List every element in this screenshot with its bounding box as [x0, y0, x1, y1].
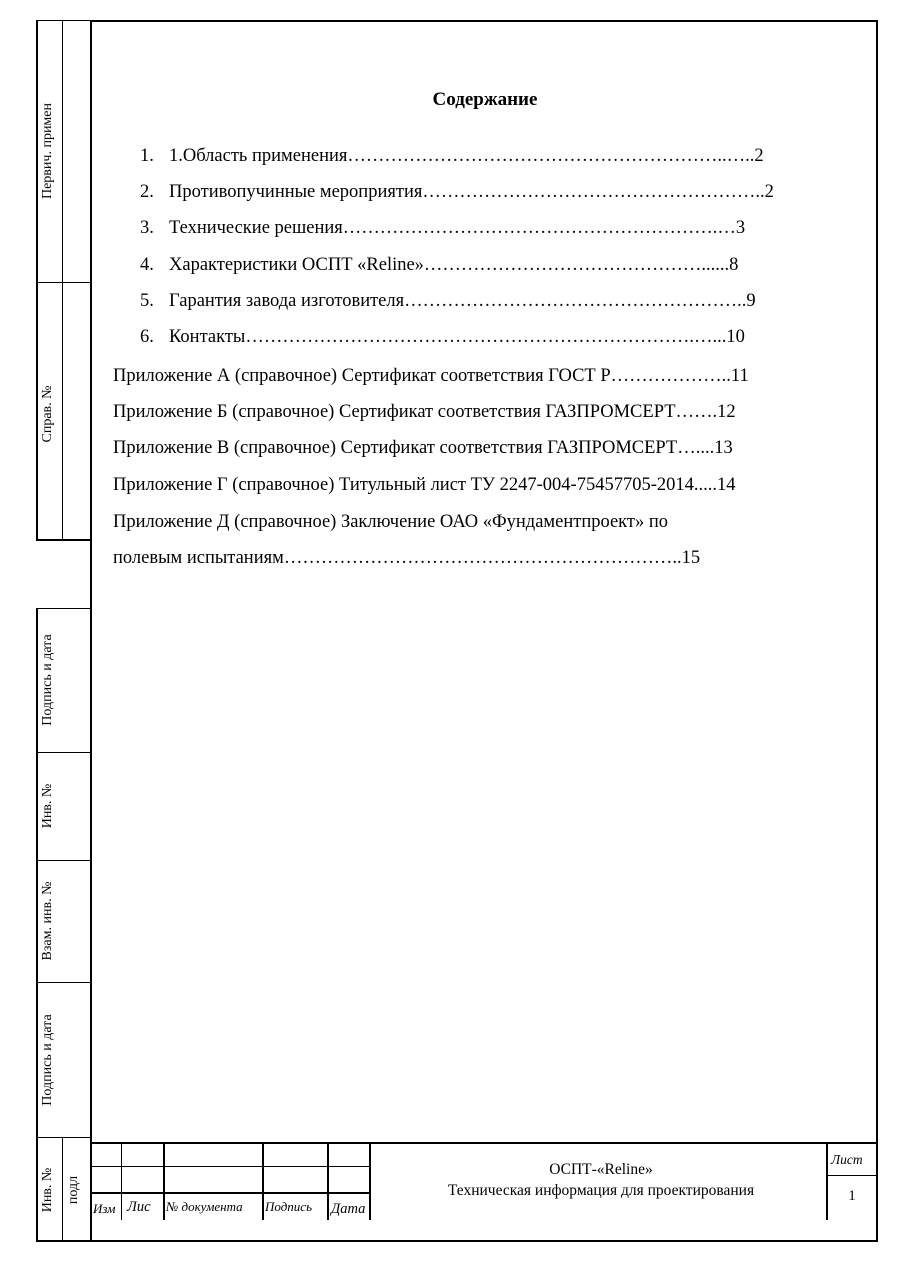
stamp-data-label: Дата — [331, 1201, 366, 1217]
label-inv-no: Инв. № — [40, 783, 55, 829]
toc-item-text: Технические решения…………………………………………………….…3 — [169, 218, 746, 238]
side-low-div4 — [36, 1137, 92, 1138]
stamp-sheet-label: Лист — [831, 1152, 863, 1167]
toc-appendix: полевым испытаниям………………………………………………………..15 — [113, 548, 701, 568]
side-top-bottom — [36, 539, 92, 541]
toc-item — [140, 181, 774, 203]
side-top-vline-mid — [62, 20, 63, 540]
toc-appendix: Приложение Б (справочное) Сертификат соответствия ГАЗПРОМСЕРТ…….12 — [113, 402, 736, 422]
label-vzam-inv-no: Взам. инв. № — [40, 881, 55, 961]
label-inv-no-podl-2: подл — [66, 1175, 81, 1205]
label-inv-no-podl-1: Инв. № — [40, 1167, 55, 1213]
toc-appendix: Приложение Д (справочное) Заключение ОАО «Фундаментпроект» по — [113, 512, 669, 532]
page-title: Содержание — [432, 89, 538, 110]
toc-item-number: 5. — [140, 291, 154, 311]
toc-item — [140, 326, 745, 348]
toc-item-number: 1. — [140, 146, 154, 166]
toc-item-number: 3. — [140, 218, 154, 238]
toc-item — [140, 217, 745, 239]
label-podpis-data-2: Подпись и дата — [40, 1014, 55, 1106]
stamp-lis-label: Лис — [127, 1199, 151, 1215]
side-top-hline — [36, 20, 92, 21]
stamp-podpis-label: Подпись — [265, 1199, 312, 1214]
stamp-col-3 — [262, 1142, 264, 1220]
toc-appendix: Приложение Г (справочное) Титульный лист ТУ 2247-004-75457705-2014.....14 — [113, 475, 736, 495]
toc-item — [140, 145, 764, 167]
toc-item-number: 4. — [140, 255, 154, 275]
toc-item-text: Контакты……………………………………………………………….…...10 — [169, 327, 745, 347]
toc-appendix: Приложение А (справочное) Сертификат соответствия ГОСТ Р………………..11 — [113, 366, 749, 386]
toc-item — [140, 290, 756, 312]
stamp-sheet-col — [826, 1142, 828, 1220]
stamp-doc-no-label: № документа — [166, 1199, 243, 1214]
label-podpis-data-1: Подпись и дата — [40, 634, 55, 726]
label-sprav-no: Справ. № — [40, 385, 55, 443]
frame-bottom-border — [36, 1240, 878, 1242]
frame-top-border — [90, 20, 878, 22]
frame-right-border — [876, 20, 878, 1242]
toc-appendix: Приложение В (справочное) Сертификат соответствия ГАЗПРОМСЕРТ…....13 — [113, 438, 733, 458]
stamp-top-line — [90, 1142, 878, 1144]
side-top-vline-outer — [36, 20, 38, 540]
toc-item-text: Гарантия завода изготовителя………………………………………………..9 — [169, 291, 756, 311]
stamp-doc-title-1: ОСПТ-«Reline» — [549, 1161, 653, 1178]
toc-item-text: 1.Область применения……………………………………………………..…..2 — [169, 146, 764, 166]
stamp-col-5 — [369, 1142, 371, 1220]
stamp-col-2 — [163, 1142, 165, 1220]
stamp-sheet-number: 1 — [848, 1188, 856, 1204]
side-low-top — [36, 608, 92, 609]
toc-item-number: 2. — [140, 182, 154, 202]
side-low-div3 — [36, 982, 92, 983]
toc-item-text: Противопучинные мероприятия………………………………………………..2 — [169, 182, 774, 202]
stamp-col-4 — [327, 1142, 329, 1220]
side-top-divider — [36, 282, 92, 283]
label-perv-primen: Первич. примен — [40, 102, 55, 200]
toc-item-number: 6. — [140, 327, 154, 347]
stamp-izm-label: Изм — [93, 1201, 116, 1216]
frame-left-border — [90, 20, 92, 1242]
stamp-sheet-row — [826, 1175, 878, 1176]
stamp-col-1 — [121, 1142, 122, 1220]
toc-item-text: Характеристики ОСПТ «Reline»………………………………………......8 — [169, 255, 739, 275]
side-low-vline — [36, 608, 38, 1242]
stamp-doc-title-2: Техническая информация для проектирования — [447, 1182, 755, 1199]
toc-item — [140, 254, 738, 276]
side-low-mid-vline — [62, 1137, 63, 1242]
